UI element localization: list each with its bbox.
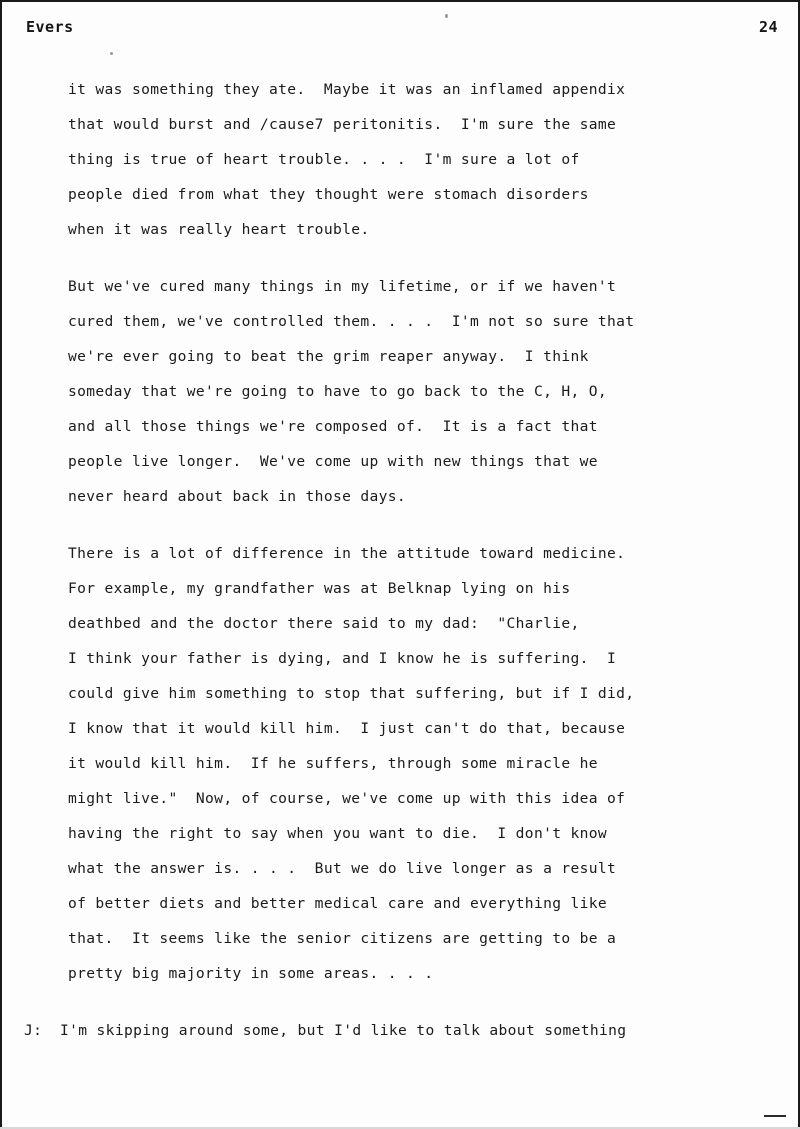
text-line: having the right to say when you want to die. I don't know: [68, 825, 608, 842]
text-line: people died from what they thought were stomach disorders: [68, 186, 589, 203]
text-line: I think your father is dying, and I know he is suffering. I: [68, 650, 617, 667]
page-number: 24: [758, 18, 778, 36]
running-head-name: Evers: [26, 18, 74, 36]
text-line: that. It seems like the senior citizens are getting to be a: [68, 930, 617, 947]
text-line: cured them, we've controlled them. . . . I'm not so sure that: [68, 313, 635, 330]
paragraph-3: [0, 536, 800, 991]
text-line: But we've cured many things in my lifetime, or if we haven't: [68, 278, 617, 295]
text-line: might live." Now, of course, we've come up with this idea of: [68, 790, 626, 807]
text-line: what the answer is. . . . But we do live longer as a result: [68, 860, 617, 877]
text-line: There is a lot of difference in the attitude toward medicine.: [68, 545, 626, 562]
document-body: [0, 72, 800, 1070]
page-border-top: [0, 0, 800, 2]
text-line: someday that we're going to have to go back to the C, H, O,: [68, 383, 608, 400]
text-line: and all those things we're composed of. It is a fact that: [68, 418, 598, 435]
scan-speck: [110, 52, 113, 55]
paragraph-1: [0, 72, 800, 247]
text-line: it was something they ate. Maybe it was an inflamed appendix: [68, 81, 626, 98]
text-line: For example, my grandfather was at Belknap lying on his: [68, 580, 571, 597]
text-line: it would kill him. If he suffers, through some miracle he: [68, 755, 598, 772]
page-header: [0, 10, 800, 38]
text-line: I know that it would kill him. I just can't do that, because: [68, 720, 626, 737]
speaker-label: J:: [24, 1022, 43, 1039]
text-line: of better diets and better medical care and everything like: [68, 895, 608, 912]
speaker-block-j: [0, 1013, 800, 1048]
text-line: I'm skipping around some, but I'd like to talk about something: [60, 1022, 627, 1039]
paragraph-2: [0, 269, 800, 514]
text-line: people live longer. We've come up with new things that we: [68, 453, 598, 470]
text-line: deathbed and the doctor there said to my dad: "Charlie,: [68, 615, 580, 632]
page-bottom-mark: [764, 1115, 786, 1117]
text-line: never heard about back in those days.: [68, 488, 407, 505]
text-line: thing is true of heart trouble. . . . I'm sure a lot of: [68, 151, 580, 168]
text-line: pretty big majority in some areas. . . .: [68, 965, 434, 982]
text-line: could give him something to stop that suffering, but if I did,: [68, 685, 635, 702]
text-line: we're ever going to beat the grim reaper anyway. I think: [68, 348, 589, 365]
text-line: that would burst and /cause7 peritonitis. I'm sure the same: [68, 116, 617, 133]
text-line: when it was really heart trouble.: [68, 221, 370, 238]
